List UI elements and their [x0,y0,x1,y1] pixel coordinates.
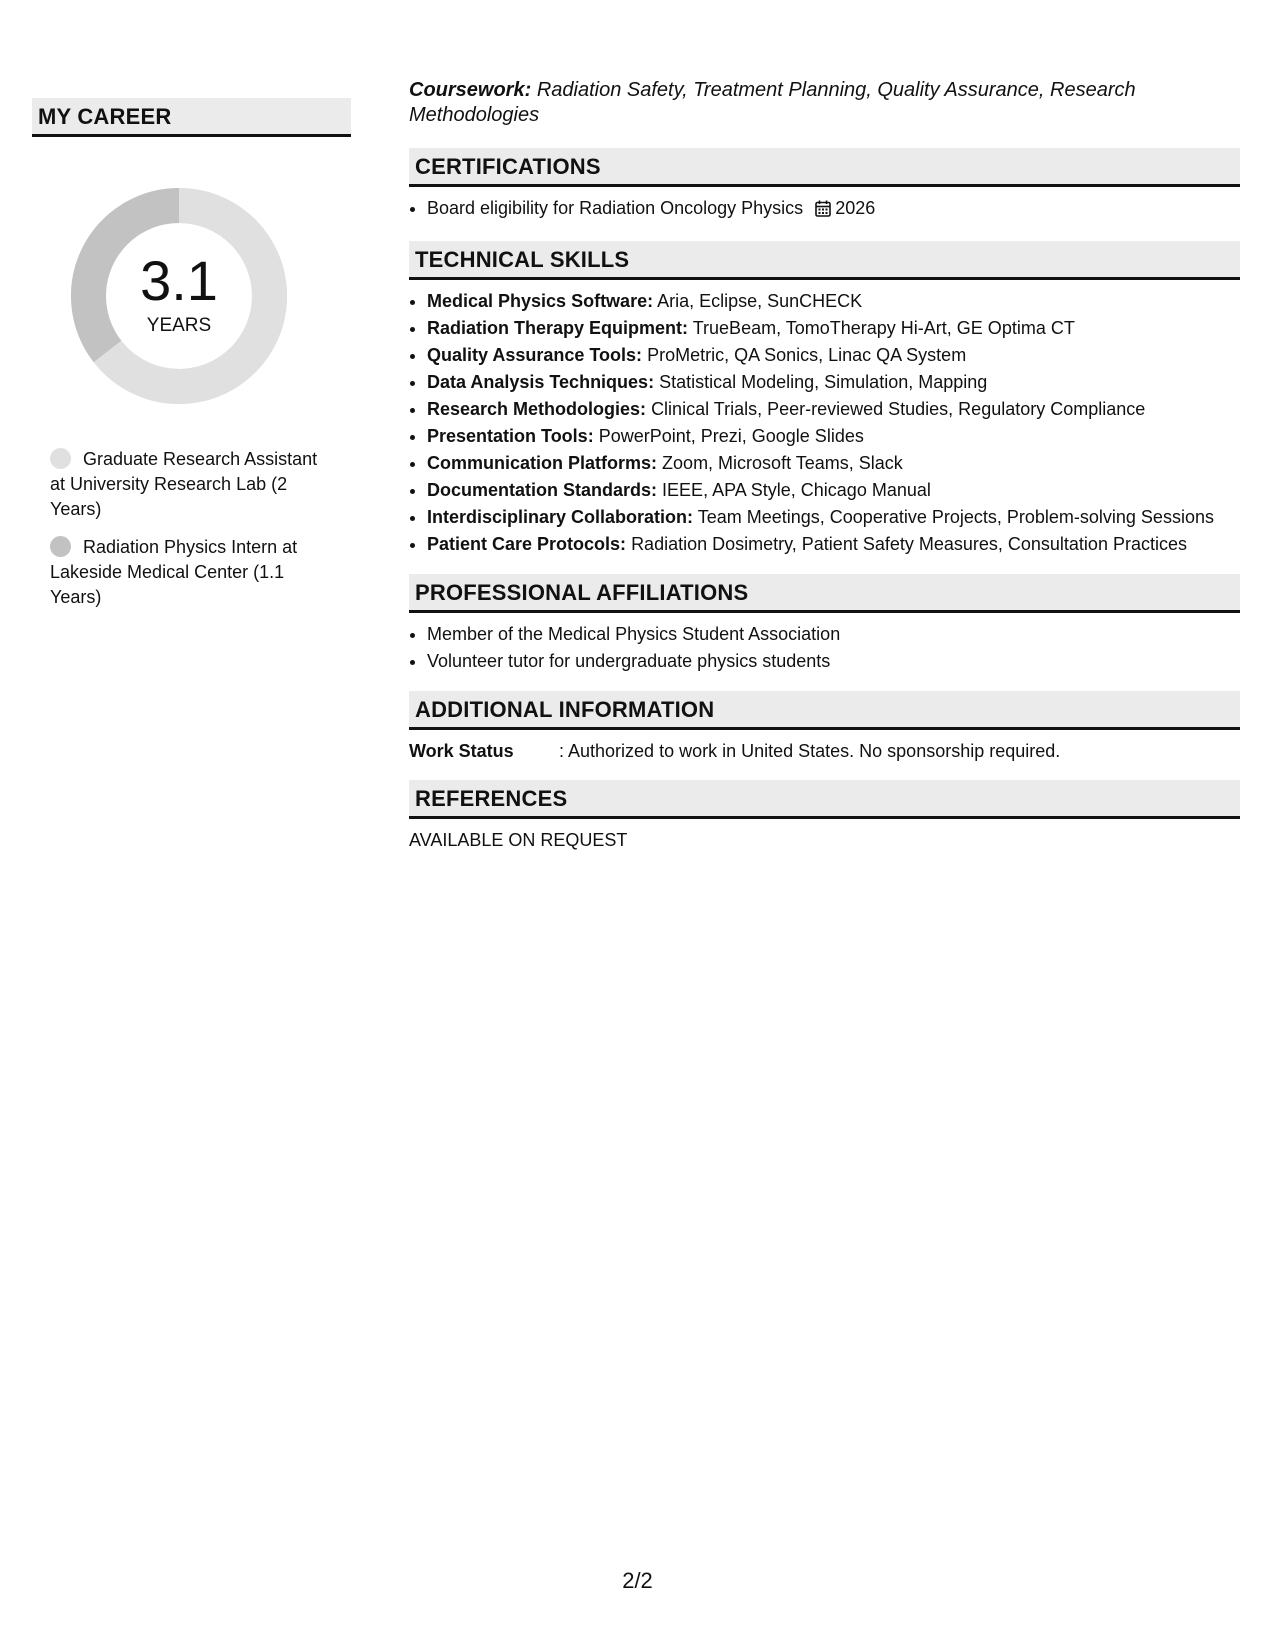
professional-affiliations-section [409,574,1240,675]
skill-label: Research Methodologies: [427,399,647,419]
skill-text: Aria, Eclipse, SunCHECK [657,291,863,311]
career-total-unit: YEARS [146,315,212,336]
certification-text: Board eligibility for Radiation Oncology Physics [427,198,804,218]
skill-text: Team Meetings, Cooperative Projects, Problem-solving Sessions [697,507,1214,527]
coursework-text: Radiation Safety, Treatment Planning, Quality Assurance, Research Methodologies [409,79,1136,126]
skill-text: Clinical Trials, Peer-reviewed Studies, Regulatory Compliance [651,399,1146,419]
skill-item [427,450,1240,477]
skill-text: ProMetric, QA Sonics, Linac QA System [647,345,967,365]
affiliation-item: • Member of the Medical Physics Student Association [427,621,1240,648]
coursework-label: Coursework: [409,79,532,101]
skill-item [427,315,1240,342]
work-status-row [409,738,1240,764]
career-list [50,447,330,610]
skill-text: Statistical Modeling, Simulation, Mapping [659,372,988,392]
technical-skills-section [409,241,1240,558]
career-total-value: 3.1 [140,249,218,312]
professional-affiliations-heading: PROFESSIONAL AFFILIATIONS [409,574,1240,613]
skill-item [427,423,1240,450]
additional-information-section [409,691,1240,764]
certification-item [427,195,1240,225]
skill-label: Communication Platforms: [427,453,658,473]
additional-information-heading: ADDITIONAL INFORMATION [409,691,1240,730]
skill-label: Patient Care Protocols: [427,534,627,554]
skill-item [427,504,1240,531]
career-legend-dot [50,448,71,469]
coursework [409,78,1240,128]
career-item [50,535,330,610]
skill-item [427,531,1240,558]
career-legend-dot [50,536,71,557]
skill-item [427,369,1240,396]
work-status-value: : Authorized to work in United States. No sponsorship required. [559,741,1061,761]
skill-text: Radiation Dosimetry, Patient Safety Measures, Consultation Practices [631,534,1187,554]
certifications-heading: CERTIFICATIONS [409,148,1240,187]
skill-item [427,396,1240,423]
skill-item [427,288,1240,315]
skill-label: Presentation Tools: [427,426,594,446]
career-heading: MY CAREER [32,98,351,137]
references-text: AVAILABLE ON REQUEST [409,830,628,850]
skill-item [427,477,1240,504]
certifications-list [409,195,1240,225]
skill-label: Data Analysis Techniques: [427,372,655,392]
technical-skills-list [409,288,1240,558]
certifications-section [409,148,1240,225]
career-item-label: Radiation Physics Intern at Lakeside Medical Center (1.1 Years) [50,537,298,607]
skill-label: Quality Assurance Tools: [427,345,643,365]
skill-text: PowerPoint, Prezi, Google Slides [598,426,864,446]
skill-text: TrueBeam, TomoTherapy Hi-Art, GE Optima CT [692,318,1075,338]
career-item-label: Graduate Research Assistant at University Research Lab (2 Years) [50,449,318,519]
career-column [32,98,351,623]
certification-date: 2026 [835,198,876,218]
affiliation-item: • Volunteer tutor for undergraduate physics students [427,648,1240,675]
skill-text: IEEE, APA Style, Chicago Manual [662,480,931,500]
career-item [50,447,330,522]
skill-item [427,342,1240,369]
references-section [409,780,1240,853]
references-heading: REFERENCES [409,780,1240,819]
affiliations-list [409,621,1240,675]
career-donut-chart [64,181,294,411]
calendar-icon [815,198,831,225]
skill-label: Documentation Standards: [427,480,658,500]
work-status-label: Work Status [409,741,514,761]
page-number: 2/2 [622,1568,653,1593]
skill-label: Medical Physics Software: [427,291,654,311]
main-column [409,78,1240,869]
skill-label: Interdisciplinary Collaboration: [427,507,694,527]
skill-text: Zoom, Microsoft Teams, Slack [662,453,903,473]
technical-skills-heading: TECHNICAL SKILLS [409,241,1240,280]
skill-label: Radiation Therapy Equipment: [427,318,689,338]
